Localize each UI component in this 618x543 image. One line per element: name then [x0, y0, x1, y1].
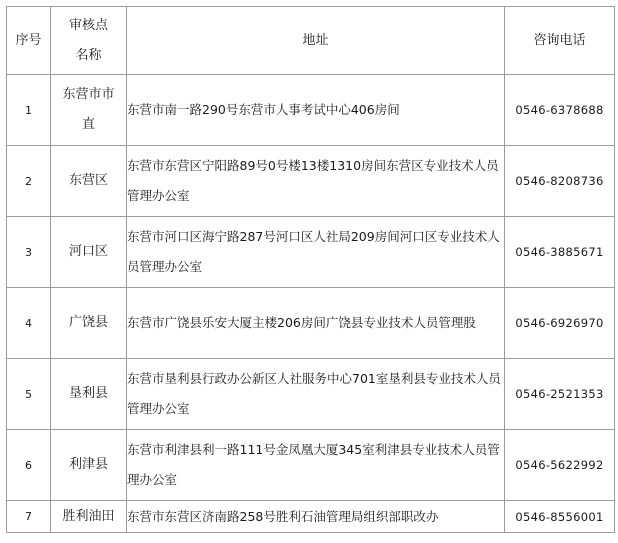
row-phone: 0546-2521353: [505, 359, 615, 430]
row-site: 东营市市直: [51, 75, 127, 146]
row-phone: 0546-6378688: [505, 75, 615, 146]
table-row: [7, 359, 615, 430]
table-row: [7, 501, 615, 533]
header-row: [7, 7, 615, 75]
row-phone: 0546-6926970: [505, 288, 615, 359]
header-phone: 咨询电话: [505, 7, 615, 75]
row-address: 东营市广饶县乐安大厦主楼206房间广饶县专业技术人员管理股: [127, 288, 505, 359]
row-site: 河口区: [51, 217, 127, 288]
row-site: 胜利油田: [51, 501, 127, 533]
row-address: 东营市河口区海宁路287号河口区人社局209房间河口区专业技术人员管理办公室: [127, 217, 505, 288]
row-site: 东营区: [51, 146, 127, 217]
header-no: 序号: [7, 7, 51, 75]
row-site: 广饶县: [51, 288, 127, 359]
row-address: 东营市利津县利一路111号金凤凰大厦345室利津县专业技术人员管理办公室: [127, 430, 505, 501]
row-address: 东营市南一路290号东营市人事考试中心406房间: [127, 75, 505, 146]
table-row: [7, 146, 615, 217]
row-address: 东营市东营区宁阳路89号0号楼13楼1310房间东营区专业技术人员管理办公室: [127, 146, 505, 217]
row-no: 7: [7, 501, 51, 533]
row-phone: 0546-5622992: [505, 430, 615, 501]
row-no: 2: [7, 146, 51, 217]
table-row: [7, 288, 615, 359]
row-address: 东营市垦利县行政办公新区人社服务中心701室垦利县专业技术人员管理办公室: [127, 359, 505, 430]
table-row: [7, 217, 615, 288]
row-no: 5: [7, 359, 51, 430]
row-no: 3: [7, 217, 51, 288]
table-row: [7, 75, 615, 146]
row-phone: 0546-8556001: [505, 501, 615, 533]
row-site: 垦利县: [51, 359, 127, 430]
row-no: 1: [7, 75, 51, 146]
header-address: 地址: [127, 7, 505, 75]
audit-site-table: [6, 6, 615, 533]
row-address: 东营市东营区济南路258号胜利石油管理局组织部职改办: [127, 501, 505, 533]
header-site: 审核点名称: [51, 7, 127, 75]
row-site: 利津县: [51, 430, 127, 501]
row-phone: 0546-3885671: [505, 217, 615, 288]
row-no: 6: [7, 430, 51, 501]
table-row: [7, 430, 615, 501]
row-no: 4: [7, 288, 51, 359]
row-phone: 0546-8208736: [505, 146, 615, 217]
